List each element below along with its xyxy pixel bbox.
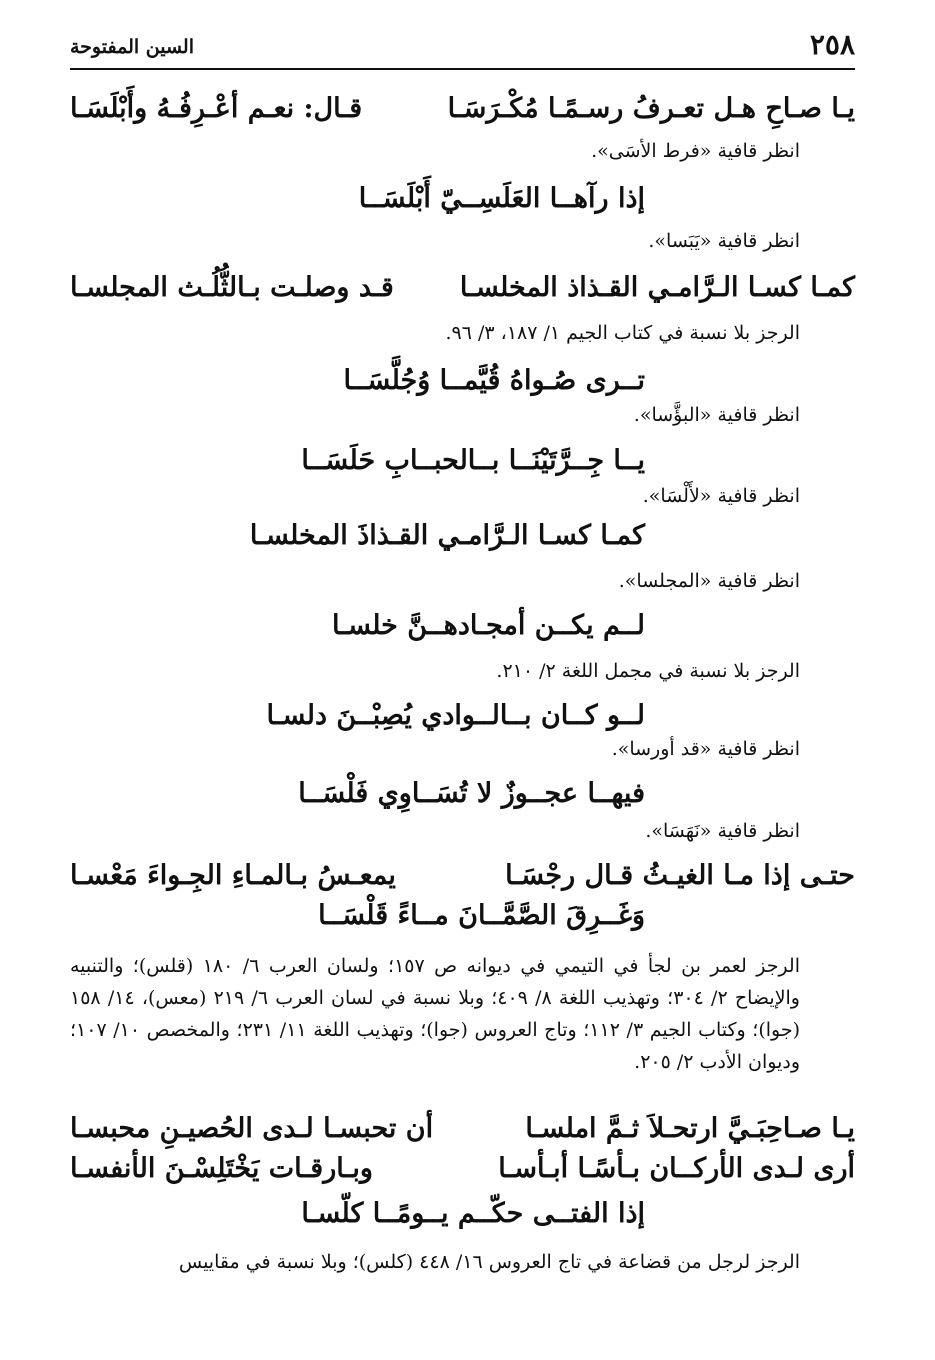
- verse-hemistich-right: يـا صـاحِ هـل تعـرفُ رسـمًـا مُكْـرَسَـا: [447, 93, 855, 124]
- verse-line: كمـا كسـا الـرَّامـي القـذاذَ المخلسـا: [249, 520, 645, 551]
- verse-hemistich-right: حتـى إذا مـا الغيـثُ قـال رجْسَـا: [505, 860, 855, 891]
- cross-reference-note: انظر قافية «لأَلْسَا».: [642, 485, 800, 507]
- verse-line: [70, 93, 855, 133]
- page-header: [70, 28, 855, 70]
- verse-line: وَغَــرِقَ الصَّمَّــانَ مــاءً قَلْسَــا: [318, 900, 645, 931]
- verse-hemistich-right: يـا صـاحِبَـيَّ ارتحـلاَ ثـمَّ املسـا: [525, 1113, 855, 1144]
- chapter-title: السين المفتوحة: [70, 36, 194, 58]
- cross-reference-note: انظر قافية «نَهَسَا».: [645, 820, 800, 842]
- cross-reference-note: انظر قافية «البؤَّسا».: [633, 404, 800, 426]
- cross-reference-note: انظر قافية «يَبَسا».: [648, 230, 800, 252]
- verse-line: إذا الفتــى حكّــم يــومًــا كلّسـا: [301, 1198, 645, 1229]
- verse-hemistich-right: أرى لـدى الأركــان بـأسًـا أبـأسـا: [498, 1153, 855, 1184]
- verse-line: [70, 1113, 855, 1153]
- verse-line: يــا جِــرَّتَيْنَــا بــالحبــابِ حَلَسَــا: [301, 445, 645, 476]
- verse-line: إذا رآهــا العَلَسِــيّ أَبْلَسَــا: [358, 183, 645, 214]
- verse-line: [70, 272, 855, 312]
- cross-reference-note: انظر قافية «قد أورسا».: [611, 738, 800, 760]
- verse-hemistich-left: أن تحبسـا لـدى الحُصيـنِ محبسـا: [70, 1113, 434, 1144]
- verse-line: تــرى صُـواهُ قُيَّمــا وُجُلَّسَــا: [343, 365, 645, 396]
- cross-reference-note: انظر قافية «فرط الأسَى».: [591, 140, 800, 162]
- verse-hemistich-left: وبـارقـات يَخْتَلِسْـنَ الأنفسـا: [70, 1153, 373, 1184]
- verse-line: [70, 1153, 855, 1193]
- source-paragraph: الرجز لرجل من قضاعة في تاج العروس ١٦/ ٤٤٨ (كلس)؛ وبلا نسبة في مقاييس: [178, 1251, 800, 1273]
- page-number: ٢٥٨: [809, 28, 855, 61]
- verse-hemistich-left: قـد وصلـت بـالثُّلُـث المجلسـا: [70, 272, 394, 303]
- verse-line: لــم يكــن أمجـادهــنَّ خلسـا: [331, 610, 645, 641]
- verse-line: لــو كــان بــالــوادي يُصِبْــنَ دلسـا: [266, 700, 645, 731]
- cross-reference-note: انظر قافية «المجلسا».: [618, 570, 800, 592]
- verse-hemistich-right: كمـا كسـا الـرَّامـي القـذاذ المخلسـا: [459, 272, 855, 303]
- verse-line: [70, 860, 855, 900]
- verse-hemistich-left: قـال: نعـم أعْـرِفُـهُ وأَبْلَسَـا: [70, 93, 363, 124]
- verse-line: فيهــا عجــوزٌ لا تُسَــاوِي فَلْسَــا: [298, 778, 645, 809]
- source-paragraph: الرجز لعمر بن لجأ في التيمي في ديوانه ص ١٥٧؛ ولسان العرب ٦/ ١٨٠ (قلس)؛ والتنبيه والإيضاح ٢/ ٣٠٤؛ وتهذيب اللغة ٨/ ٤٠٩؛ وبلا نسبة في لسان العرب ٦/ ٢١٩ (معس)، ١٤/ ١٥٨ (جوا)؛ وكتاب الجيم ٣/ ١١٢؛ وتاج العروس (جوا)؛ وتهذيب اللغة ١١/ ٢٣١؛ والمخصص ١٠/ ١٠٧؛ وديوان الأدب ٢/ ٢٠٥.: [70, 955, 800, 1073]
- verse-hemistich-left: يمعـسُ بـالمـاءِ الجِـواءَ مَعْسـا: [70, 860, 396, 891]
- source-note: الرجز بلا نسبة في كتاب الجيم ١/ ١٨٧، ٣/ ٩٦.: [445, 322, 800, 344]
- source-note: الرجز بلا نسبة في مجمل اللغة ٢/ ٢١٠.: [496, 660, 800, 682]
